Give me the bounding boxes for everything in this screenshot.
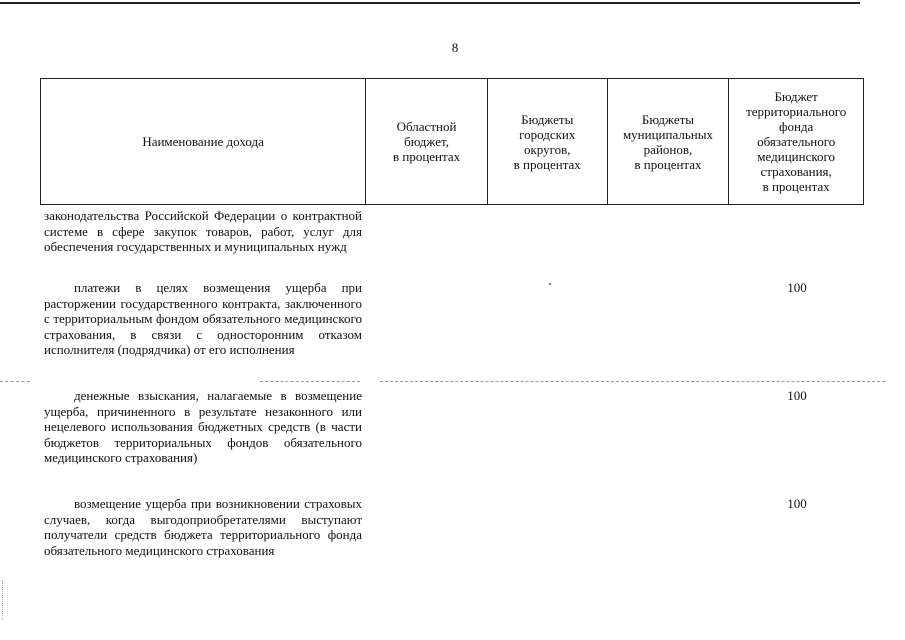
- table-row-value: 100: [787, 388, 807, 403]
- table-row-value: 100: [787, 280, 807, 295]
- header-territorial-fund-budget: Бюджет территориального фонда обязательного медицинского страхования, в процентах: [746, 89, 847, 194]
- header-income-name: Наименование дохода: [41, 79, 366, 204]
- page-number: 8: [451, 40, 459, 55]
- scan-artifact-line: [380, 381, 885, 383]
- table-row-text: денежные взыскания, налагаемые в возмещение ущерба, причиненного в результате незаконного или нецелевого использования бюджетных средств (в части бюджетов территориальных фондов обязательного медицинского страхования): [44, 388, 362, 466]
- table-row-text: возмещение ущерба при возникновении страховых случаев, когда выгодоприобретателями выступают получатели средств бюджета территориального фонда обязательного медицинского страхования: [44, 496, 362, 558]
- table-header: [40, 78, 864, 205]
- header-regional-budget: Областной бюджет, в процентах: [366, 79, 488, 204]
- table-row-text: платежи в целях возмещения ущерба при расторжении государственного контракта, заключенного с территориальным фондом обязательного медицинского страхования, в связи с односторонним отказом исполнителя (подрядчика) от его исполнения: [44, 280, 362, 358]
- header-city-districts-budget: Бюджеты городских округов, в процентах: [488, 79, 608, 204]
- scan-edge-mark: [2, 580, 4, 620]
- table-row-value: 100: [787, 496, 807, 511]
- table-row-text: законодательства Российской Федерации о контрактной системе в сфере закупок товаров, работ, услуг для обеспечения государственных и муниципальных нужд: [44, 208, 362, 255]
- scan-speck: [549, 283, 551, 285]
- scan-artifact-line: [260, 381, 360, 383]
- scan-artifact-line: [0, 381, 30, 383]
- header-municipal-districts-budget: Бюджеты муниципальных районов, в процентах: [608, 79, 730, 204]
- top-border-line: [0, 2, 860, 4]
